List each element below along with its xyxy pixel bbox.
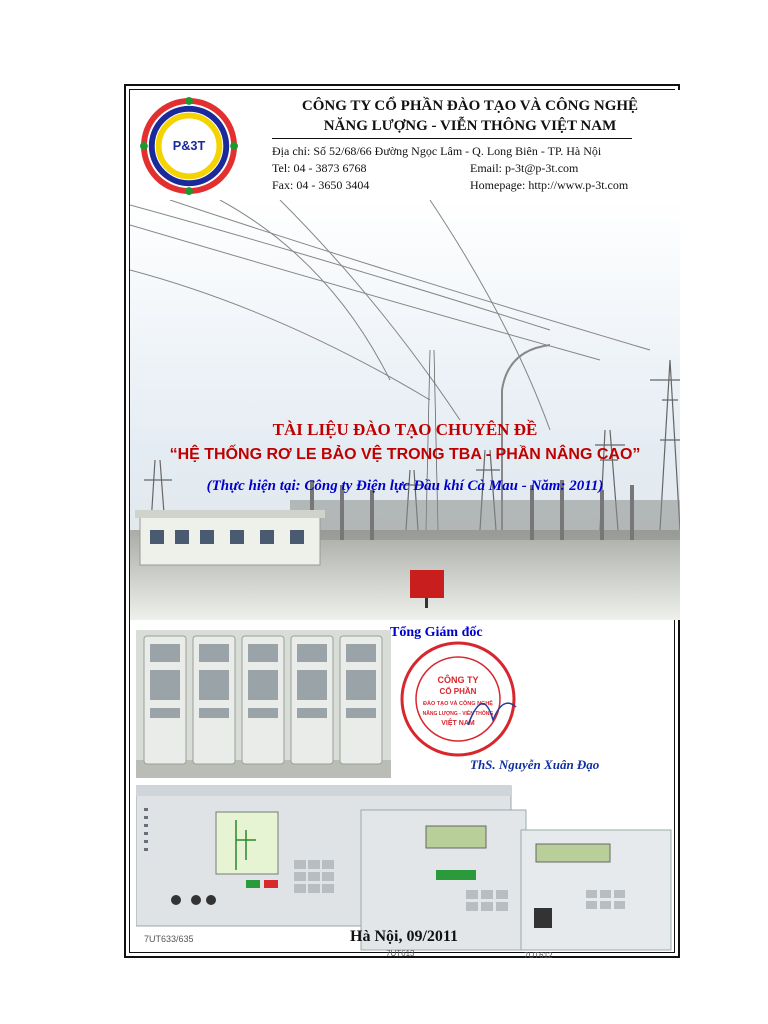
- svg-text:CỔ PHẦN: CỔ PHẦN: [439, 687, 477, 696]
- company-address: Địa chỉ: Số 52/68/66 Đường Ngọc Lâm - Q. Long Biên - TP. Hà Nội: [272, 144, 602, 158]
- place-and-date: Hà Nội, 09/2011: [350, 928, 459, 945]
- letterhead: [130, 90, 680, 200]
- company-stamp: [398, 625, 518, 773]
- document-venue: (Thực hiện tại: Công ty Điện lực Dầu khí Cà Mau - Năm: 2011): [206, 478, 604, 494]
- device-label-1: 7UT633/635: [144, 934, 194, 944]
- company-name-line2: NĂNG LƯỢNG - VIỄN THÔNG VIỆT NAM: [323, 118, 617, 134]
- company-name-line1: CÔNG TY CỔ PHẦN ĐÀO TẠO VÀ CÔNG NGHỆ: [301, 98, 639, 114]
- page-inner: [129, 89, 675, 960]
- company-tel: Tel: 04 - 3873 6768: [272, 161, 367, 175]
- header-divider: [272, 138, 632, 139]
- svg-text:NĂNG LƯỢNG - VIỄN THÔNG: NĂNG LƯỢNG - VIỄN THÔNG: [422, 711, 494, 717]
- signer-name: ThS. Nguyễn Xuân Đạo: [470, 757, 600, 772]
- company-email: Email: p-3t@p-3t.com: [470, 161, 579, 175]
- device-label-2: 7UT613: [386, 949, 415, 958]
- relay-cabinets-photo: [136, 630, 391, 778]
- document-subject: “HỆ THỐNG RƠ LE BẢO VỆ TRONG TBA - PHẦN NÂNG CAO”: [169, 446, 641, 463]
- company-homepage: Homepage: http://www.p-3t.com: [470, 178, 629, 192]
- svg-text:VIỆT NAM: VIỆT NAM: [441, 720, 475, 727]
- substation-photo: [130, 200, 680, 620]
- device-label-3: 7UT612: [524, 951, 553, 960]
- director-title: Tổng Giám đốc: [390, 625, 483, 640]
- logo-text: P&3T: [172, 137, 206, 153]
- svg-text:ĐÀO TẠO VÀ CÔNG NGHỆ: ĐÀO TẠO VÀ CÔNG NGHỆ: [423, 701, 493, 707]
- svg-text:CÔNG TY: CÔNG TY: [437, 675, 479, 685]
- page-frame: [124, 84, 680, 958]
- company-logo: [140, 97, 238, 195]
- company-fax: Fax: 04 - 3650 3404: [272, 178, 370, 192]
- document-title: TÀI LIỆU ĐÀO TẠO CHUYÊN ĐỀ: [272, 420, 538, 439]
